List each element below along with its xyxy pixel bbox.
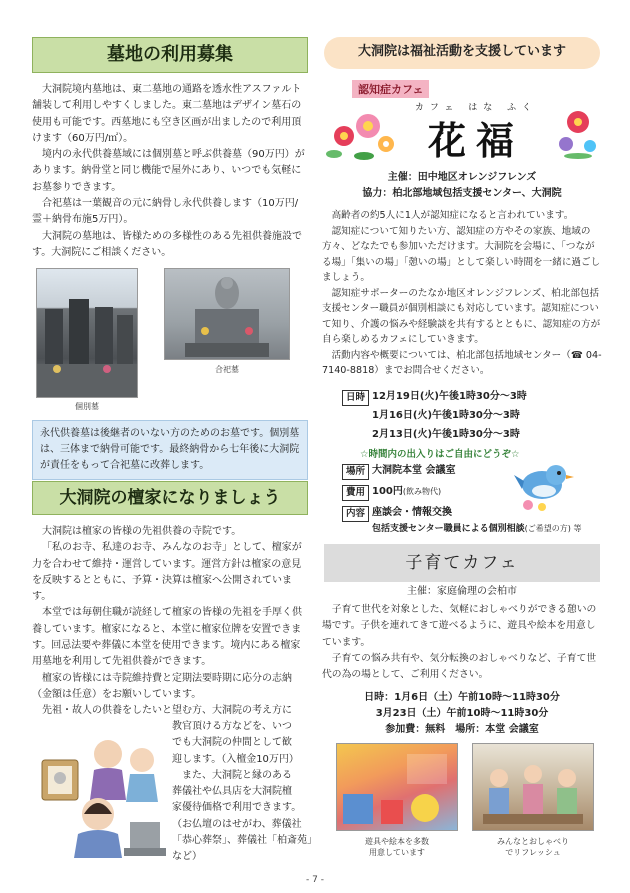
danka-wrap-intro: [32, 703, 308, 719]
cafe-body: [322, 208, 602, 379]
content-2-text: 包括支援センター職員による個別相談: [372, 524, 525, 534]
wrap-line-8: 「恭心葬祭」、葬儀社「柏斎苑」: [172, 835, 317, 847]
wrap-line-7: （お仏壇のはせがわ、葬儀社: [172, 818, 302, 830]
content-2-note: (ご希望の方) 等: [524, 524, 582, 533]
danka-para-3: 本堂では毎朝住職が読経して檀家の皆様の先祖を手厚く供養しています。檀家になると、本堂に檀家位牌を安置できます。回忌法要や葬儀に本堂を使用できます。境内にある檀家用墓地を利用して先祖供養ができます。: [32, 607, 302, 668]
boti-para-3: 合祀墓は一葉観音の元に納骨し永代供養します（10万円/霊＋納骨布施5万円）。: [32, 198, 299, 226]
danka-para-1: 大洞院は檀家の皆様の先祖供養の寺院です。: [42, 526, 242, 537]
kannon-statue-icon: [165, 269, 289, 359]
content-label: 内容: [342, 506, 369, 522]
schedule-label: 日時: [342, 390, 369, 406]
bluebird-icon: [514, 455, 576, 511]
boti-para-1: 大洞院境内墓地は、東二墓地の通路を透水性アスファルト舗装して利用しやすくしました。東二墓地はデザイン墓石の使用も可能です。西墓地にも空き区画が出ましたので利用頂けます（60万円/㎡）。: [32, 84, 302, 144]
kosodate-fee-place: 参加費：無料 場所：本堂 会議室: [385, 724, 539, 735]
eitai-note: 永代供養墓は後継者のいない方のためのお墓です。個別墓は、三体まで納骨可能です。最終納骨から七年後に大洞院が責任をもって合祀墓に改葬します。: [32, 420, 308, 480]
kobetsu-caption: 個別墓: [75, 402, 99, 411]
date-1: 12月19日(火)午後1時30分～3時: [372, 391, 527, 402]
wrap-line-6: 家優待価格で利用できます。: [172, 802, 302, 814]
danka-para-4: 檀家の皆様には寺院維持費と定期法要時期に応分の志納（金額は任意）をお願いしています。: [32, 672, 292, 700]
danka-wrap-lines: [172, 719, 317, 866]
playroom-caption-2: 用意しています: [369, 848, 425, 857]
chat-caption-2: でリフレッシュ: [505, 848, 561, 857]
playroom-caption-1: 遊具や絵本を多数: [365, 837, 429, 846]
goshi-caption: 合祀墓: [215, 365, 239, 374]
danka-illustration: [38, 730, 168, 860]
fee-amount: 100円: [372, 486, 403, 497]
content-2: [372, 522, 581, 536]
danka-title: 大洞院の檀家になりましょう: [32, 481, 308, 515]
boti-para-2: 境内の永代供養墓域には個別墓と呼ぶ供養墓（90万円）があります。納骨堂と同じ機能で屋外にあり、いつでも気軽にお墓参りできます。: [32, 149, 305, 193]
boti-body: [32, 82, 308, 261]
fee-note: (飲み物代): [402, 487, 442, 496]
toys-icon: [337, 744, 457, 830]
wrap-line-1: 教官頂ける方などを、いつ: [172, 721, 292, 732]
cafe-host: 主催：田中地区オレンジフレンズ: [387, 172, 537, 183]
fukushi-header: 大洞院は福祉活動を支援しています: [324, 37, 600, 69]
wrap-line-9: など）: [172, 851, 202, 863]
content-1: 座談会・情報交換: [372, 507, 452, 518]
wrap-line-4: また、大洞院と縁のある: [172, 769, 292, 781]
flower-decoration-left-icon: [324, 96, 404, 166]
kosodate-host: 主催：家庭倫理の会柏市: [407, 586, 517, 597]
cafe-para-1: 高齢者の約5人に1人が認知症になると言われています。: [331, 210, 574, 221]
cafe-tag: 認知症カフェ: [352, 80, 429, 98]
place-value: 大洞院本堂 会議室: [372, 465, 456, 476]
kobetsu-photo: [36, 268, 138, 398]
boti-title: 墓地の利用募集: [32, 37, 308, 73]
people-chatting-icon: [473, 744, 593, 830]
chat-caption-1: みんなとおしゃべり: [497, 837, 569, 846]
goshi-photo: [164, 268, 290, 360]
page-number: - 7 -: [306, 875, 324, 885]
cafe-name: 花福: [427, 118, 524, 163]
danka-para-2: 「私のお寺、私達のお寺、みんなのお寺」として、檀家が力を合わせて維持・運営しています。運営方針は檀家の意見を反映するとともに、予算・決算は檀家へ公開されています。: [32, 542, 302, 603]
cafe-para-2: 認知症について知りたい方、認知症の方やその家族、地域の方々、どなたでも参加いただけます。大洞院を会場に、「つながる場」「集いの場」「憩いの場」として楽しい時間を一緒に過ごしましょう。: [322, 225, 601, 283]
boti-para-4: 大洞院の墓地は、皆様ための多様性のある先祖供養施設です。大洞院にご相談ください。: [32, 230, 302, 258]
fee-label: 費用: [342, 485, 369, 501]
cafe-ruby: カフェ はな ふく: [414, 103, 538, 113]
kosodate-body: [322, 602, 602, 683]
wrap-line-5: 葬儀社や仏具店を大洞院檀: [172, 786, 292, 798]
free-note: ☆時間内の出入りはご自由にどうぞ☆: [360, 449, 520, 460]
flower-decoration-right-icon: [554, 100, 602, 160]
kosodate-para-1: 子育て世代を対象とした、気軽におしゃべりができる憩いの場です。子供を連れてきて遊べるように、遊具や絵本を用意しています。: [322, 604, 597, 648]
cafe-para-4: 活動内容や概要については、柏北部包括地域センター（☎ 04-7140-8818）までお問合せください。: [322, 349, 602, 376]
place-label: 場所: [342, 464, 369, 480]
cafe-coop: 協力：柏北部地域包括支援センター、大洞院: [362, 188, 562, 199]
kosodate-title: 子育てカフェ: [324, 544, 600, 582]
kosodate-date-2: 3月23日（土）午前10時～11時30分: [375, 708, 549, 719]
date-2: 1月16日(火)午後1時30分～3時: [372, 410, 520, 421]
wrap-line-2: でも大洞院の仲間として歓: [172, 737, 292, 749]
chat-photo: [472, 743, 594, 831]
family-illustration-icon: [38, 730, 168, 860]
cafe-para-3: 認知症サポーターのたなか地区オレンジフレンズ、柏北部包括支援センター職員が個別相談にも対応しています。認知症について知り、介護の悩みや経験談を共有するとともに、認知症の方が自ら楽しめるカフェにしていきます。: [322, 287, 601, 345]
danka-wrap-intro-text: 先祖・故人の供養をしたいと望む方、大洞院の考え方に: [42, 705, 292, 716]
danka-body: [32, 524, 308, 703]
kosodate-date-1: 日時：1月6日（土）午前10時～11時30分: [364, 692, 560, 703]
kosodate-para-2: 子育ての悩み共有や、気分転換のおしゃべりなど、子育て世代の為の場として、ご利用ください。: [322, 652, 597, 681]
fee-value: [372, 485, 441, 499]
date-3: 2月13日(火)午後1時30分～3時: [372, 429, 520, 440]
graves-icon: [37, 269, 137, 397]
playroom-photo: [336, 743, 458, 831]
wrap-line-3: 迎します。（入檀金10万円）: [172, 753, 299, 765]
